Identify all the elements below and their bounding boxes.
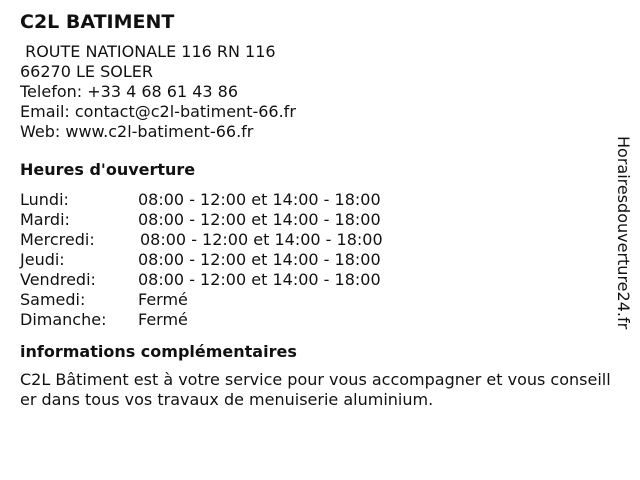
brand-watermark: Horairesdouverture24.fr — [614, 136, 633, 330]
business-card — [20, 10, 620, 410]
day-hours: 08:00 - 12:00 et 14:00 - 18:00 — [138, 190, 381, 209]
hours-row-wednesday — [20, 230, 620, 250]
hours-row-monday — [20, 190, 620, 210]
address-line-2: 66270 LE SOLER — [20, 62, 153, 81]
hours-row-thursday — [20, 250, 620, 270]
day-label: Mercredi: — [20, 230, 95, 249]
hours-row-saturday — [20, 290, 620, 310]
day-hours: 08:00 - 12:00 et 14:00 - 18:00 — [138, 210, 381, 229]
hours-table — [20, 190, 620, 330]
day-label: Mardi: — [20, 210, 70, 229]
contact-block — [20, 42, 620, 142]
business-name: C2L BATIMENT — [20, 11, 175, 33]
day-hours: 08:00 - 12:00 et 14:00 - 18:00 — [140, 230, 383, 249]
day-label: Vendredi: — [20, 270, 96, 289]
day-label: Dimanche: — [20, 310, 107, 329]
day-hours: Fermé — [138, 310, 188, 329]
info-description: C2L Bâtiment est à votre service pour vous accompagner et vous conseiller dans tous vos travaux de menuiserie aluminium. — [20, 370, 611, 409]
hours-row-tuesday — [20, 210, 620, 230]
day-hours: 08:00 - 12:00 et 14:00 - 18:00 — [138, 270, 381, 289]
hours-row-sunday — [20, 310, 620, 330]
web-line: Web: www.c2l-batiment-66.fr — [20, 122, 254, 141]
day-label: Jeudi: — [20, 250, 65, 269]
day-label: Lundi: — [20, 190, 69, 209]
day-hours: 08:00 - 12:00 et 14:00 - 18:00 — [138, 250, 381, 269]
hours-row-friday — [20, 270, 620, 290]
email-line: Email: contact@c2l-batiment-66.fr — [20, 102, 296, 121]
phone-line: Telefon: +33 4 68 61 43 86 — [20, 82, 239, 101]
address-line-1: ROUTE NATIONALE 116 RN 116 — [20, 42, 276, 61]
info-title: informations complémentaires — [20, 342, 297, 361]
hours-title: Heures d'ouverture — [20, 160, 196, 179]
day-hours: Fermé — [138, 290, 188, 309]
day-label: Samedi: — [20, 290, 86, 309]
